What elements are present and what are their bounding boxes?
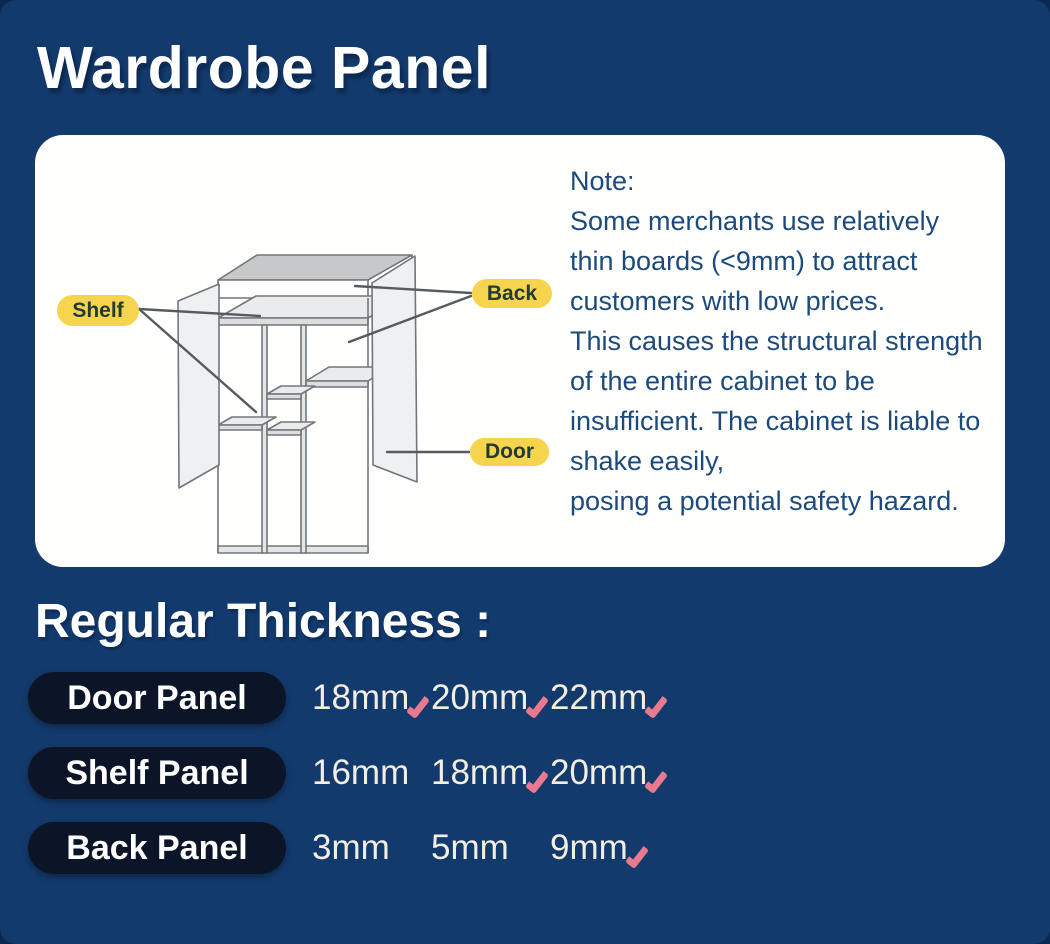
thickness-value: 9mm: [550, 828, 669, 868]
note-line: Some merchants use relatively: [570, 206, 940, 236]
thickness-value: 3mm: [312, 828, 390, 867]
thickness-value: 18mm: [431, 753, 550, 793]
check-icon: [644, 768, 668, 794]
wardrobe-diagram: [35, 135, 565, 567]
section-heading: Regular Thickness :: [35, 595, 492, 648]
note-line: shake easily,: [570, 446, 725, 476]
note-line: thin boards (<9mm) to attract: [570, 246, 918, 276]
thickness-value: 22mm: [550, 678, 669, 718]
shelf-panel-pill: Shelf Panel: [28, 747, 286, 799]
check-icon: [406, 693, 430, 719]
check-icon: [644, 693, 668, 719]
thickness-rows: [28, 672, 669, 897]
note-heading: Note:: [570, 166, 635, 196]
check-icon: [625, 843, 649, 869]
diagram-card: [35, 135, 1005, 567]
note-line: posing a potential safety hazard.: [570, 486, 959, 516]
note-line: This causes the structural strength: [570, 326, 983, 356]
note-line: of the entire cabinet to be: [570, 366, 875, 396]
note-block: [570, 161, 1002, 521]
back-label: Back: [472, 279, 552, 308]
note-line: customers with low prices.: [570, 286, 886, 316]
table-row: [28, 672, 669, 724]
check-icon: [525, 768, 549, 794]
thickness-value: 5mm: [431, 828, 509, 867]
page-title: Wardrobe Panel: [37, 35, 491, 101]
table-row: [28, 822, 669, 874]
door-panel-pill: Door Panel: [28, 672, 286, 724]
thickness-value: 20mm: [431, 678, 550, 718]
wardrobe-left-door: [178, 284, 219, 488]
shelf-label: Shelf: [57, 295, 139, 326]
table-row: [28, 747, 669, 799]
thickness-value: 18mm: [312, 678, 431, 718]
back-panel-pill: Back Panel: [28, 822, 286, 874]
check-icon: [525, 693, 549, 719]
door-label: Door: [470, 438, 549, 466]
thickness-value: 16mm: [312, 753, 410, 792]
thickness-value: 20mm: [550, 753, 669, 793]
note-line: insufficient. The cabinet is liable to: [570, 406, 981, 436]
